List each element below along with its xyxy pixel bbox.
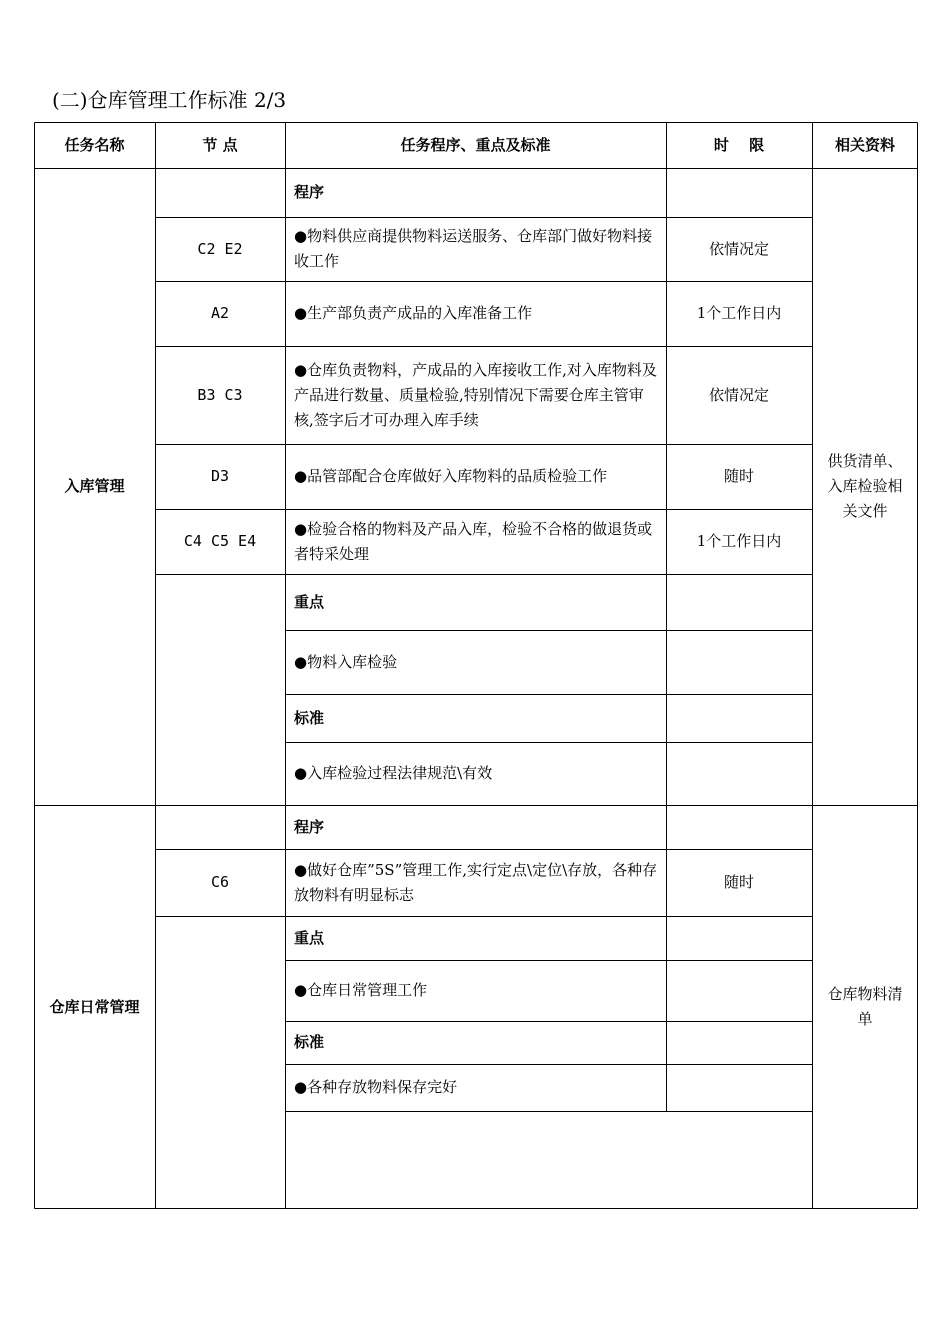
node-label: D3 — [210, 467, 230, 485]
standard-heading: 标准 — [294, 1033, 325, 1051]
node-label: A2 — [210, 304, 230, 322]
section-task-name: 入库管理 — [64, 477, 125, 495]
standard-item: ●各种存放物料保存完好 — [294, 1078, 458, 1096]
standard-heading: 标准 — [294, 708, 325, 727]
node-label: C2 E2 — [197, 239, 243, 258]
time-limit-value: 依情况定 — [708, 239, 769, 258]
node-label: B3 C3 — [197, 385, 243, 404]
time-limit-value: 1个工作日内 — [696, 304, 782, 322]
header-task-name: 任务名称 — [64, 135, 125, 154]
section-task-name: 仓库日常管理 — [49, 997, 140, 1016]
node-label: C6 — [210, 873, 230, 891]
procedure-heading: 程序 — [294, 817, 325, 836]
key-points-heading: 重点 — [294, 928, 325, 947]
procedure-step: ●仓库负责物料，产成品的入库接收工作,对入库物料及产品进行数量、质量检验,特别情况下需要仓库主管审核,签字后才可办理入库手续 — [294, 360, 657, 429]
header-procedure: 任务程序、重点及标准 — [400, 135, 551, 154]
section-materials: 供货清单、入库检验相关文件 — [827, 452, 903, 520]
work-standard-table — [34, 122, 918, 1209]
node-label: C4 C5 E4 — [183, 532, 257, 550]
procedure-step: ●生产部负责产成品的入库准备工作 — [294, 304, 533, 322]
procedure-step: ●做好仓库”5S”管理工作,实行定点\定位\存放，各种存放物料有明显标志 — [294, 860, 658, 904]
header-materials: 相关资料 — [834, 135, 895, 154]
time-limit-value: 依情况定 — [708, 385, 769, 404]
key-points-heading: 重点 — [294, 592, 325, 611]
page-title: (二)仓库管理工作标准 2/3 — [52, 88, 287, 112]
time-limit-value: 随时 — [723, 467, 754, 485]
procedure-step: ●检验合格的物料及产品入库，检验不合格的做退货或者特采处理 — [294, 519, 653, 563]
procedure-step: ●品管部配合仓库做好入库物料的品质检验工作 — [294, 467, 608, 485]
header-time-limit: 时 限 — [713, 135, 765, 154]
header-node: 节 点 — [202, 135, 238, 154]
procedure-step: ●物料供应商提供物料运送服务、仓库部门做好物料接收工作 — [294, 227, 653, 270]
key-point-item: ●仓库日常管理工作 — [294, 981, 428, 999]
section-materials: 仓库物料清单 — [827, 985, 903, 1028]
key-point-item: ●物料入库检验 — [294, 652, 398, 671]
time-limit-value: 1个工作日内 — [696, 532, 782, 550]
standard-item: ●入库检验过程法律规范\有效 — [294, 764, 493, 782]
time-limit-value: 随时 — [723, 873, 754, 891]
procedure-heading: 程序 — [294, 183, 325, 201]
